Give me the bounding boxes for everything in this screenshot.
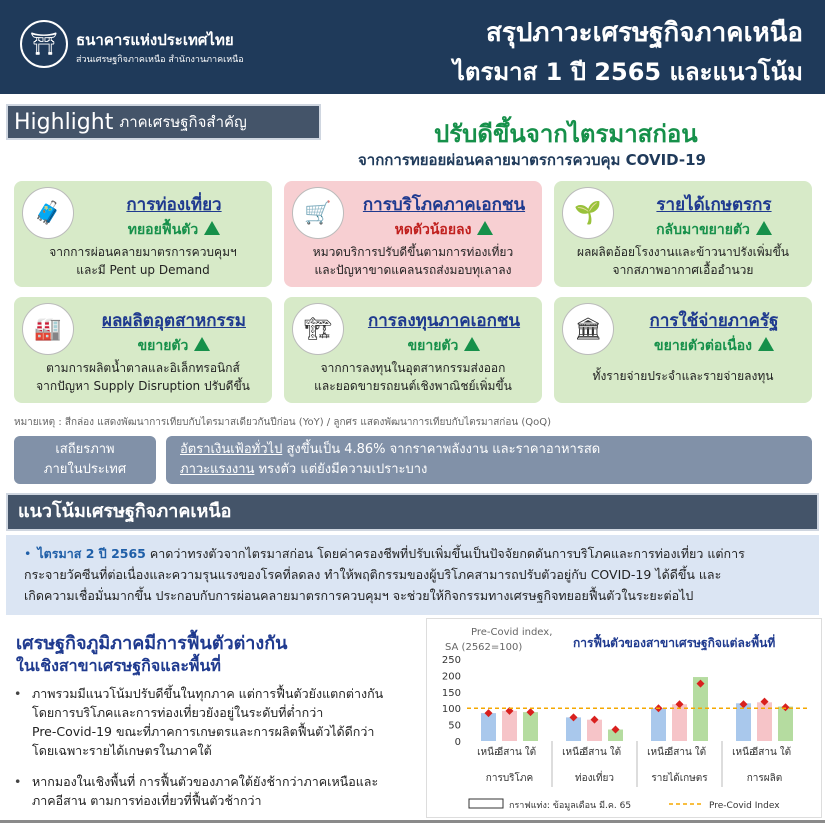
legend-bar-label: กราฟแท่ง: ข้อมูลเดือน มี.ค. 65 [509, 801, 632, 811]
y-tick-label: 0 [454, 737, 461, 748]
group-label: การบริโภค [485, 773, 534, 784]
x-tick-label: อีสาน [667, 747, 692, 758]
highlight-label-small: ภาคเศรษฐกิจสำคัญ [119, 113, 247, 131]
bar-3-2 [778, 707, 793, 741]
trend-up-icon [477, 221, 493, 235]
stability-label: เสถียรภาพ ภายในประเทศ [14, 436, 156, 484]
highlight-label [6, 104, 321, 140]
regional-title: เศรษฐกิจภูมิภาคมีการฟื้นตัวต่างกัน [16, 633, 288, 654]
bar-0-2 [523, 712, 538, 741]
highlight-headline: ปรับดีขึ้นจากไตรมาสก่อน [434, 120, 698, 148]
card-desc: ทั้งรายจ่ายประจำและรายจ่ายลงทุน [592, 369, 774, 383]
card-status: ขยายตัวต่อเนื่อง [624, 335, 804, 357]
card-title: การบริโภคภาคเอกชน [362, 195, 526, 215]
inflation-line: อัตราเงินเฟ้อทั่วไป สูงขึ้นเป็น 4.86% จากราคาพลังงาน และราคาอาหารสด [180, 442, 601, 457]
x-tick-label: ใต้ [779, 747, 792, 758]
card-status: ขยายตัว [84, 335, 264, 357]
card-title: การท่องเที่ยว [126, 195, 222, 215]
card-status: ขยายตัว [354, 335, 534, 357]
stability-details [166, 436, 812, 484]
trend-up-icon [194, 337, 210, 351]
recovery-chart [427, 619, 823, 819]
card-desc: จากการผ่อนคลายมาตรการควบคุมฯ และมี Pent up Demand [49, 245, 237, 277]
legend-line-label: Pre-Covid Index [709, 801, 780, 811]
bar-2-0 [651, 708, 666, 741]
chart-ylabel: Pre-Covid index, [471, 627, 553, 638]
trend-up-icon [464, 337, 480, 351]
government-building-icon: 🏛 [562, 303, 614, 355]
tourist-icon: 🧳 [22, 187, 74, 239]
x-tick-label: อีสาน [752, 747, 777, 758]
bar-0-1 [502, 711, 517, 741]
regional-subtitle: ในเชิงสาขาเศรษฐกิจและพื้นที่ [16, 656, 221, 675]
regional-bullet-1: • ภาพรวมมีแนวโน้มปรับดีขึ้นในทุกภาค แต่การฟื้นตัวยังแตกต่างกัน โดยการบริโภคและการท่องเที่ยวยังอยู่ในระดับที่ต่ำกว่า Pre-Covid-19 ขณะที่ภาคการเกษตรและการผลิตฟื้นตัวได้ดีกว่า โดยเฉพาะรายได้เกษตรในภาคใต้ [14, 686, 384, 758]
group-label: รายได้เกษตร [651, 773, 708, 784]
legend-bar-swatch [469, 799, 503, 808]
x-tick-label: อีสาน [582, 747, 607, 758]
trend-up-icon [758, 337, 774, 351]
labor-line: ภาวะแรงงาน ทรงตัว แต่ยังมีความเปราะบาง [180, 462, 428, 477]
card-farm-income [554, 181, 812, 287]
sprout-icon: 🌱 [562, 187, 614, 239]
group-label: การผลิต [746, 773, 783, 784]
crane-icon: 🏗 [292, 303, 344, 355]
card-title: การลงทุนภาคเอกชน [367, 311, 521, 331]
org-name: ธนาคารแห่งประเทศไทย [76, 31, 234, 49]
card-gov-spending [554, 297, 812, 403]
chart-ylabel: SA (2562=100) [445, 642, 523, 653]
card-status: หดตัวน้อยลง [354, 219, 534, 241]
y-tick-label: 150 [441, 687, 461, 699]
card-status: กลับมาขยายตัว [624, 219, 804, 241]
page-subtitle: ไตรมาส 1 ปี 2565 และแนวโน้ม [452, 58, 803, 86]
y-tick-label: 200 [441, 671, 461, 683]
x-tick-label: เหนือ [477, 747, 500, 758]
x-tick-label: เหนือ [562, 747, 585, 758]
bar-2-1 [672, 704, 687, 741]
card-title: การใช้จ่ายภาครัฐ [649, 311, 779, 331]
card-private-consumption [284, 181, 542, 287]
card-desc: จากการลงทุนในอุตสาหกรรมส่งออก และยอดขายรถยนต์เชิงพาณิชย์เพิ่มขึ้น [314, 361, 512, 393]
page-title: สรุปภาวะเศรษฐกิจภาคเหนือ [485, 18, 803, 48]
footnote: หมายเหตุ : สีกล่อง แสดงพัฒนาการเทียบกับไตรมาสเดียวกันปีก่อน (YoY) / ลูกศร แสดงพัฒนาการเทียบกับไตรมาสก่อน (QoQ) [14, 417, 552, 428]
shopping-cart-icon: 🛒 [292, 187, 344, 239]
chart-title: การฟื้นตัวของสาขาเศรษฐกิจแต่ละพื้นที่ [573, 636, 776, 650]
org-sub: ส่วนเศรษฐกิจภาคเหนือ สำนักงานภาคเหนือ [76, 55, 244, 65]
x-tick-label: ใต้ [609, 747, 622, 758]
card-industrial-output [14, 297, 272, 403]
outlook-text: • ไตรมาส 2 ปี 2565 คาดว่าทรงตัวจากไตรมาสก่อน โดยค่าครองชีพที่ปรับเพิ่มขึ้นเป็นปัจจัยกดดันการบริโภคและการท่องเที่ยว แต่การ กระจายวัคซีนที่ต่อเนื่องและความรุนแรงของโรคที่ลดลง ทำให้พฤติกรรมของผู้บริโภคสามารถปรับตัวอยู่กับ COVID-19 ได้ดีขึ้น และ เกิดความเชื่อมั่นมากขึ้น ประกอบกับการผ่อนคลายมาตรการควบคุมฯ จะช่วยให้กิจกรรมทางเศรษฐกิจทยอยฟื้นตัวในระยะต่อไป [6, 535, 819, 615]
recovery-chart-panel [426, 618, 822, 818]
page-header [0, 0, 825, 94]
group-label: ท่องเที่ยว [575, 773, 614, 784]
card-private-investment [284, 297, 542, 403]
outlook-heading: แนวโน้มเศรษฐกิจภาคเหนือ [6, 493, 819, 531]
regional-bullet-2: • หากมองในเชิงพื้นที่ การฟื้นตัวของภาคใต้ยังช้ากว่าภาคเหนือและ ภาคอีสาน ตามการท่องเที่ยวที่ฟื้นตัวช้ากว่า [14, 774, 379, 808]
card-title: รายได้เกษตรกร [656, 195, 772, 215]
card-desc: หมวดบริการปรับดีขึ้นตามการท่องเที่ยว และปัญหาขาดแคลนรถส่งมอบทุเลาลง [312, 245, 514, 277]
card-title: ผลผลิตอุตสาหกรรม [102, 311, 246, 331]
y-tick-label: 50 [448, 720, 461, 732]
bar-0-0 [481, 713, 496, 741]
highlight-subheadline: จากการทยอยผ่อนคลายมาตรการควบคุม COVID-19 [358, 151, 706, 169]
card-status: ทยอยฟื้นตัว [84, 219, 264, 241]
card-desc: ตามการผลิตน้ำตาลและอิเล็กทรอนิกส์ จากปัญหา Supply Disruption ปรับดีขึ้น [36, 361, 250, 393]
y-tick-label: 100 [441, 704, 461, 716]
x-tick-label: เหนือ [732, 747, 755, 758]
x-tick-label: ใต้ [694, 747, 707, 758]
card-tourism [14, 181, 272, 287]
factory-icon: 🏭 [22, 303, 74, 355]
temple-seal-icon: ⛩ [20, 20, 68, 68]
x-tick-label: ใต้ [524, 747, 537, 758]
card-desc: ผลผลิตอ้อยโรงงานและข้าวนาปรังเพิ่มขึ้น จากสภาพอากาศเอื้ออำนวย [577, 245, 789, 277]
trend-up-icon [204, 221, 220, 235]
y-tick-label: 250 [441, 655, 461, 666]
x-tick-label: อีสาน [497, 747, 522, 758]
x-tick-label: เหนือ [647, 747, 670, 758]
highlight-label-big: Highlight [14, 109, 114, 135]
trend-up-icon [756, 221, 772, 235]
